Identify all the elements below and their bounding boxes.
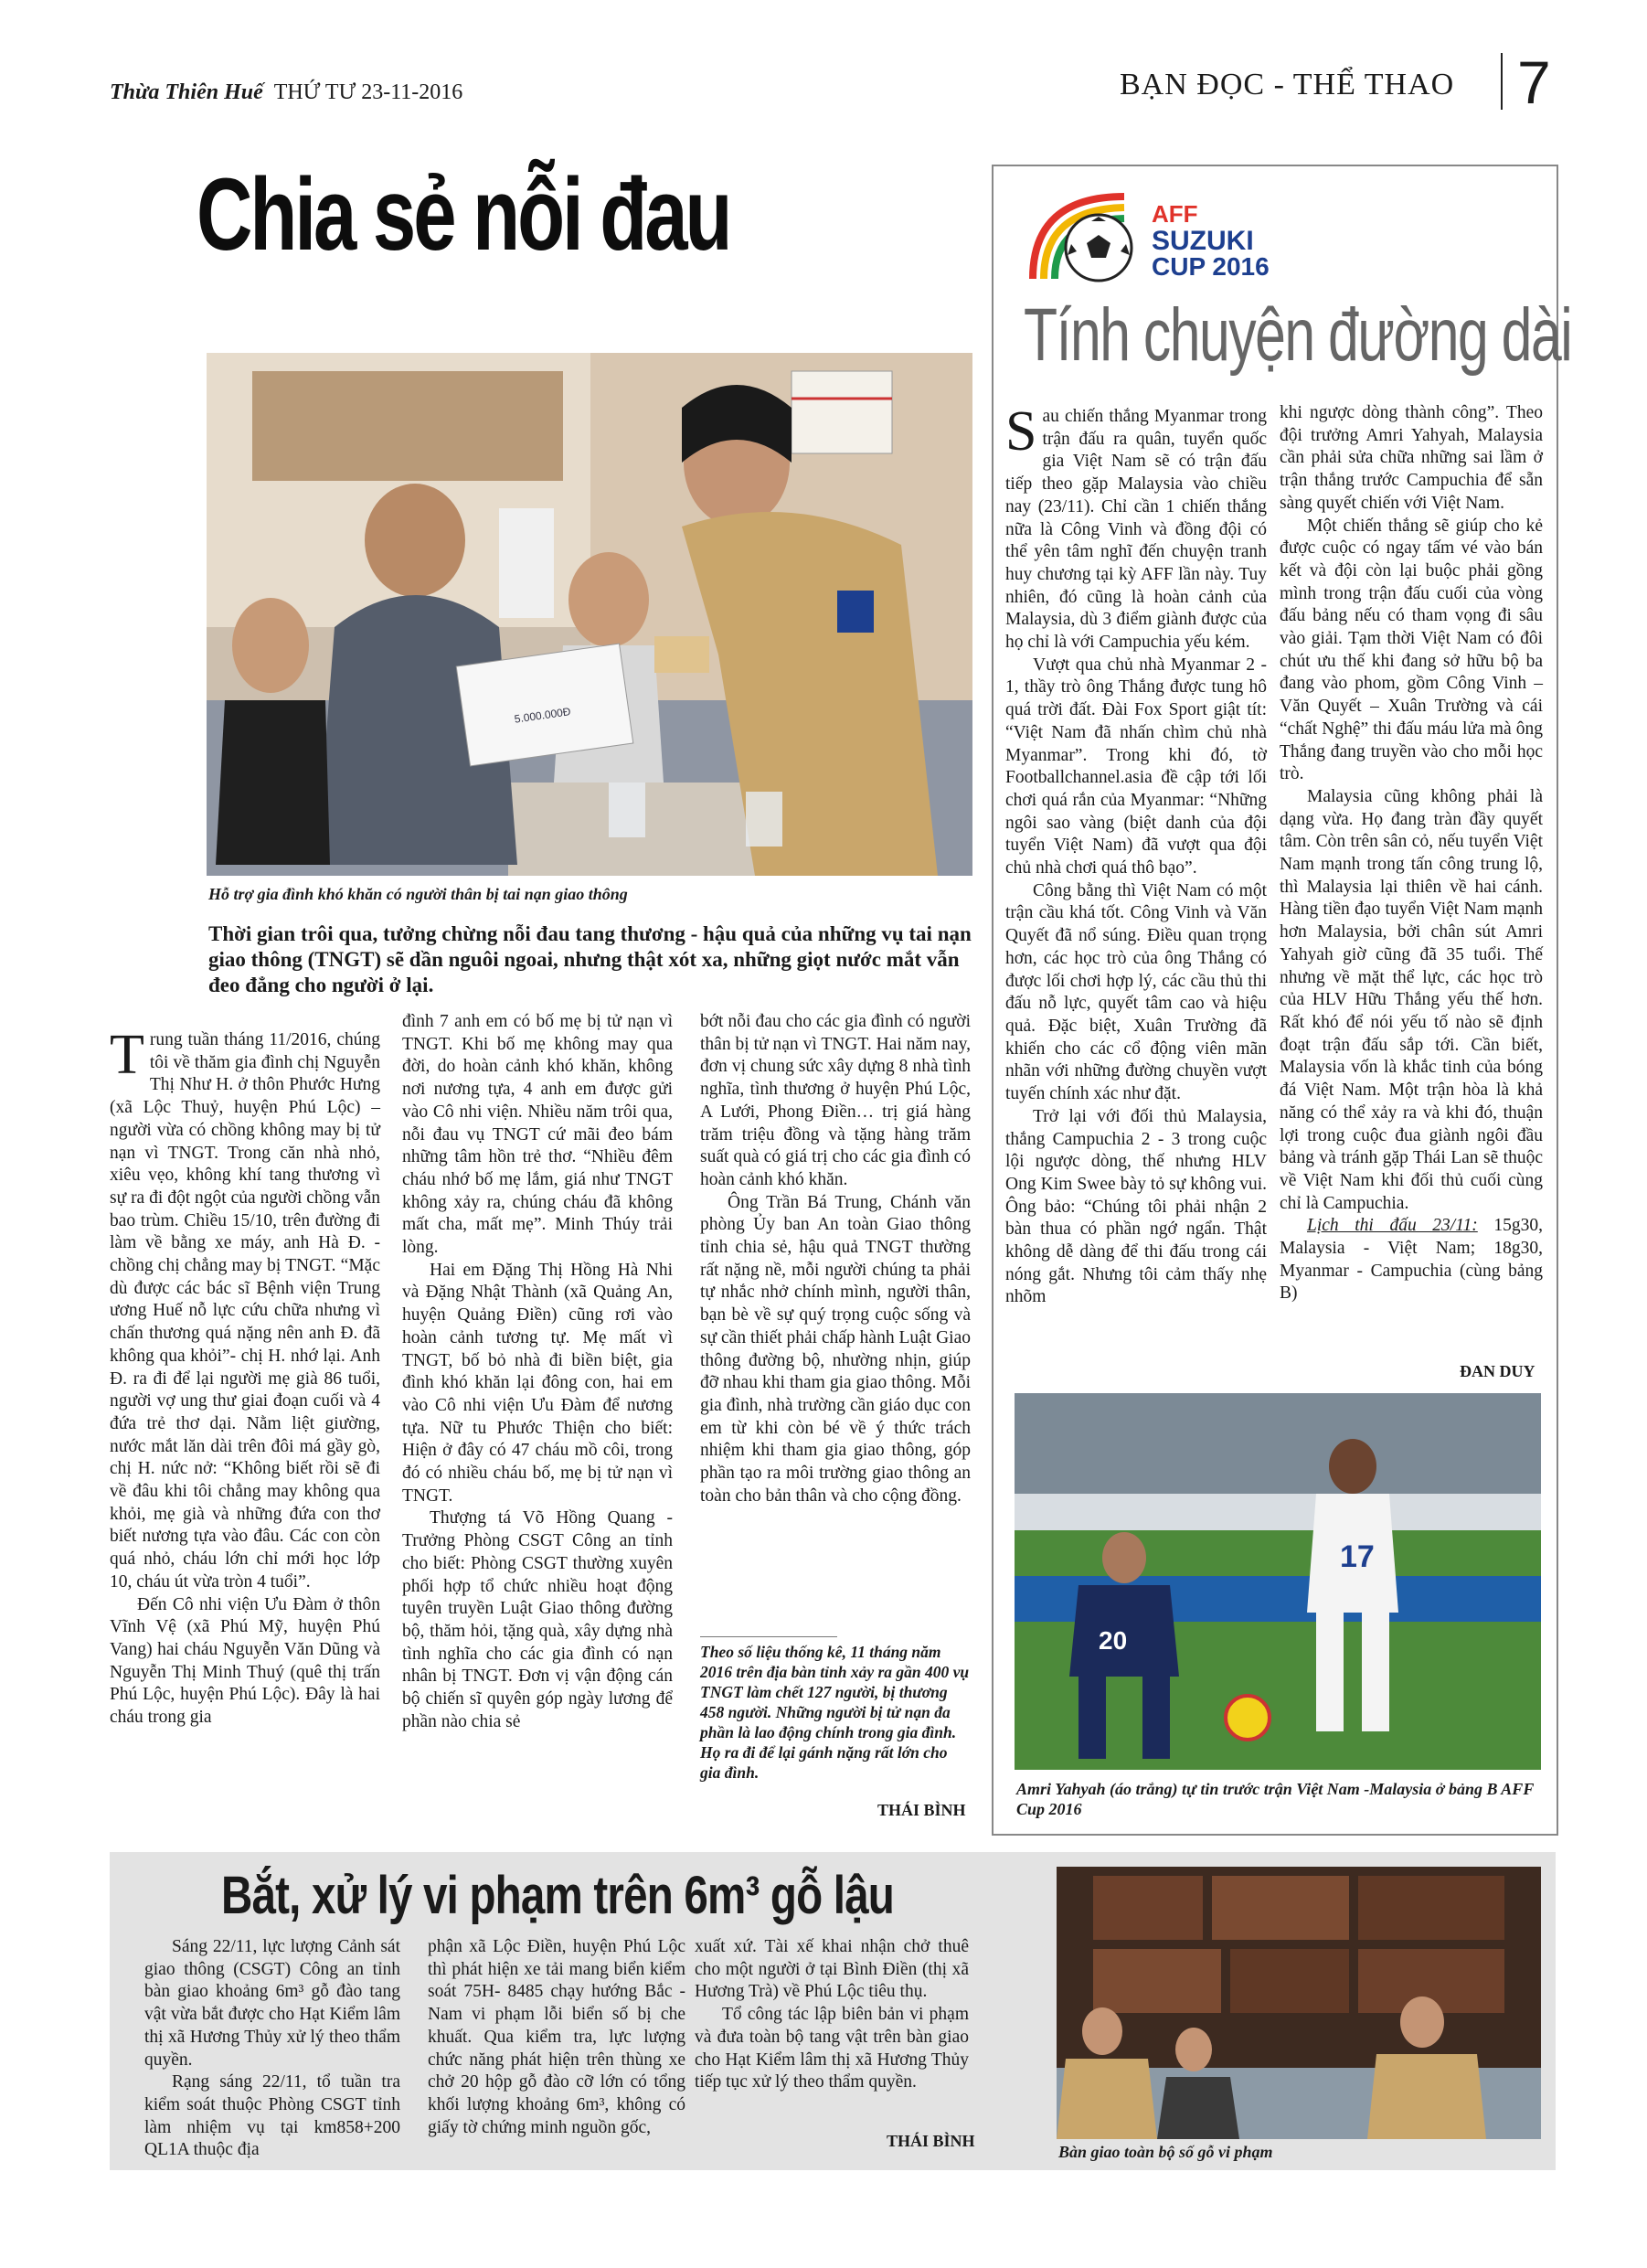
main-photo xyxy=(207,353,972,876)
main-headline: Chia sẻ nỗi đau xyxy=(197,157,730,272)
logo-aff: AFF xyxy=(1152,200,1198,228)
statistics-note: Theo số liệu thống kê, 11 tháng năm 2016 trên địa bàn tỉnh xảy ra gần 400 vụ TNGT làm chết 127 người, bị thương 458 người. Những người bị tử nạn đa phần là lao động chính trong gia đình. Họ ra đi để lại gánh nặng rất lớn cho gia đình. xyxy=(700,1643,970,1782)
page-number: 7 xyxy=(1517,48,1551,116)
sidebar-column-2 xyxy=(1280,402,1543,1305)
byline: THÁI BÌNH xyxy=(887,2132,975,2150)
main-column-2 xyxy=(402,1011,673,1734)
jersey-number: 17 xyxy=(1340,1539,1375,1574)
bottom-column-3 xyxy=(695,1936,969,2094)
football-photo xyxy=(1015,1393,1541,1770)
envelope-text: 5.000.000Đ xyxy=(513,705,572,726)
paragraph: bớt nỗi đau cho các gia đình có người thân bị tử nạn vì TNGT. Hai năm nay, đơn vị chung sức xây dựng 8 nhà tình nghĩa, tình thương ở huyện Phú Lộc, A Lưới, Phong Điền… trị giá hàng trăm triệu đồng và tặng hàng trăm suất quà có giá trị cho các gia đình có hoàn cảnh khó khăn. xyxy=(700,1012,971,1189)
paragraph: khi ngược dòng thành công”. Theo đội trưởng Amri Yahyah, Malaysia cần phải sửa chữa những sai lầm ở trận thắng trước Campuchia để sẵn sàng quyết chiến với Việt Nam. xyxy=(1280,403,1543,513)
sidebar-column-1 xyxy=(1005,400,1267,1309)
main-column-3 xyxy=(700,1011,971,1507)
section-name: BẠN ĐỌC - THỂ THAO xyxy=(1120,68,1455,101)
main-lead: Thời gian trôi qua, tưởng chừng nỗi đau tang thương - hậu quả của những vụ tai nạn giao thông (TNGT) sẽ dần nguôi ngoai, nhưng thật xót xa, những giọt nước mắt vẫn đeo đẳng cho người ở lại. xyxy=(208,922,972,996)
issue-date: THỨ TƯ 23-11-2016 xyxy=(273,80,463,104)
paragraph: Hai em Đặng Thị Hồng Hà Nhi và Đặng Nhật Thành (xã Quảng An, huyện Quảng Điền) cũng rơi vào hoàn cảnh tương tự. Mẹ mất vì TNGT, bố bỏ nhà đi biền biệt, gia đình khó khăn lại đông con, hai em vào Cô nhi viện Ưu Đàm để nương tựa. Nữ tu Phước Thiện cho biết: Hiện ở đây có 47 cháu mồ côi, trong đó có nhiều cháu bố, mẹ bị tử nạn vì TNGT. xyxy=(402,1260,673,1506)
paragraph: Một chiến thắng sẽ giúp cho kẻ được cuộc có ngay tấm vé vào bán kết và đội còn lại buộc phải gồng mình trong trận đấu cuối của vòng đấu bảng nếu có tham vọng đi sâu vào giải. Tạm thời Việt Nam có đôi chút ưu thế khi đang sở hữu bộ ba đang vào phom, gồm Công Vinh – Văn Quyết – Xuân Trường và cái “chất Nghệ” thi đấu máu lửa mà ông Thắng đang truyền vào cho mỗi học trò. xyxy=(1280,516,1543,784)
paragraph: Tổ công tác lập biên bản vi phạm và đưa toàn bộ tang vật trên bàn giao cho Hạt Kiểm lâm thị xã Hương Thủy tiếp tục xử lý theo thẩm quyền. xyxy=(695,2005,969,2092)
paragraph: Sáng 22/11, lực lượng Cảnh sát giao thông (CSGT) Công an tỉnh bàn giao khoảng 6m³ gỗ đào tang vật vừa bắt được cho Hạt Kiểm lâm thị xã Hương Thủy xử lý theo thẩm quyền. xyxy=(144,1937,400,2070)
football-photo-caption: Amri Yahyah (áo trắng) tự tin trước trận Việt Nam -Malaysia ở bảng B AFF Cup 2016 xyxy=(1016,1780,1534,1818)
timber-photo xyxy=(1057,1867,1541,2139)
bottom-column-1 xyxy=(144,1936,400,2162)
byline: THÁI BÌNH xyxy=(877,1801,966,1819)
paper-name: Thừa Thiên Huế xyxy=(110,80,263,104)
paragraph: Công bằng thì Việt Nam có một trận cầu khá tốt. Công Vinh và Văn Quyết đã nổ súng. Điều quan trọng hơn, các học trò của ông Thắng có được lối chơi hợp lý, các cầu thủ thi đấu nỗ lực, quyết tâm cao và hiệu quả. Đặc biệt, Xuân Trường đã khiến cho các cổ động viên mãn nhãn với những đường chuyền vượt tuyến chính xác như đặt. xyxy=(1005,880,1267,1104)
aff-suzuki-cup-logo xyxy=(1024,187,1298,288)
bottom-column-2 xyxy=(428,1936,685,2139)
soccer-ball-icon xyxy=(1066,215,1132,281)
stat-divider xyxy=(700,1636,837,1637)
main-column-1 xyxy=(110,1024,380,1730)
paragraph: Malaysia cũng không phải là dạng vừa. Họ đang tràn đầy quyết tâm. Còn trên sân cỏ, nếu tuyển Việt Nam mạnh trong tấn công trung lộ, thì Malaysia lại thiên về hai cánh. Hàng tiền đạo tuyển Việt Nam mạnh hơn Malaysia, bởi chân sút Amri Yahyah giờ cũng đã 35 tuổi. Thế nhưng về mặt thể lực, các học trò của HLV Hữu Thắng yếu thế hơn. Rất khó để nói yếu tố nào sẽ định đoạt trận đấu sắp tới. Cần biết, Malaysia vốn là khắc tinh của bóng đá Việt Nam. Một trận hòa là khả năng có thể xảy ra và khi đó, thuận lợi trong cuộc đua giành ngôi đầu bảng và tránh gặp Thái Lan sẽ thuộc về Việt Nam khi đối thủ cuối cùng chỉ là Campuchia. xyxy=(1280,786,1543,1213)
paragraph: xuất xứ. Tài xế khai nhận chở thuê cho một người ở tại Bình Điền (thị xã Hương Trà) về Phú Lộc tiêu thụ. xyxy=(695,1937,969,2002)
paragraph: phận xã Lộc Điền, huyện Phú Lộc thì phát hiện xe tải mang biển kiểm soát 75H- 8485 chạy hướng Bắc - Nam vi phạm lỗi biển số bị che khuất. Qua kiểm tra, lực lượng chức năng phát hiện trên thùng xe chở 20 hộp gỗ đào cỡ lớn có tổng khối lượng khoảng 6m³, không có giấy tờ chứng minh nguồn gốc, xyxy=(428,1937,685,2137)
paragraph: Ông Trần Bá Trung, Chánh văn phòng Ủy ban An toàn Giao thông tỉnh chia sẻ, hậu quả TNGT thường rất nặng nề, mỗi người chúng ta phải tự nhắc nhở chính mình, người thân, bạn bè về sự quý trọng cuộc sống và sự cần thiết phải chấp hành Luật Giao thông đường bộ, nhường nhịn, giúp đỡ nhau khi tham gia giao thông. Mỗi gia đình, nhà trường cần giáo dục con em từ khi còn bé về ý thức trách nhiệm khi tham gia giao thông, góp phần tạo ra môi trường giao thông an toàn cho bản thân và cho cộng đồng. xyxy=(700,1192,971,1506)
paragraph: Trung tuần tháng 11/2016, chúng tôi về thăm gia đình chị Nguyễn Thị Như H. ở thôn Phước Hưng (xã Lộc Thuỷ, huyện Phú Lộc) – người vừa có chồng không may bị tử nạn vì TNGT. Trong căn nhà nhỏ, xiêu vẹo, không khí tang thương vì sự ra đi đột ngột của người chồng vẫn bao trùm. Chiều 15/10, trên đường đi làm về bằng xe máy, anh Hà Đ. - chồng chị chẳng may bị TNGT. “Mặc dù được các bác sĩ Bệnh viện Trung ương Huế nỗ lực cứu chữa nhưng vì chấn thương quá nặng nên anh Đ. đã không qua khỏi”- chị H. nhớ lại. Anh Đ. ra đi để lại người mẹ già 86 tuổi, người vợ ung thư giai đoạn cuối và 4 đứa trẻ thơ dại. Nằm liệt giường, nước mắt lăn dài trên đôi má gầy gò, chị H. nức nở: “Không biết rồi sẽ đi về đâu khi tôi chẳng may không qua khỏi, mẹ già và những đứa con thơ biết nương tựa vào đâu. Các con còn quá nhỏ, cháu lớn chỉ mới học lớp 10, cháu út vừa tròn 4 tuổi”. xyxy=(110,1024,380,1592)
paragraph: Rạng sáng 22/11, tổ tuần tra kiểm soát thuộc Phòng CSGT tỉnh làm nhiệm vụ tại km858+200 QL1A thuộc địa xyxy=(144,2072,400,2160)
schedule-text: 15g30, Malaysia - Việt Nam; 18g30, Myanmar - Campuchia (cùng bảng B) xyxy=(1280,1216,1544,1304)
paragraph: Đến Cô nhi viện Ưu Đàm ở thôn Vĩnh Vệ (xã Phú Mỹ, huyện Phú Vang) hai cháu Nguyễn Văn Dũng và Nguyễn Thị Minh Thuý (quê thị trấn Phú Lộc, huyện Phú Lộc). Đây là hai cháu trong gia xyxy=(110,1594,380,1728)
schedule-label: Lịch thi đấu 23/11: xyxy=(1307,1216,1478,1236)
logo-suzuki: SUZUKI xyxy=(1152,226,1254,256)
paragraph: đình 7 anh em có bố mẹ bị tử nạn vì TNGT. Khi bố mẹ không may qua đời, do hoàn cảnh khó khăn, không nơi nương tựa, 4 anh em được gửi vào Cô nhi viện. Nhiều năm trôi qua, nỗi đau vụ TNGT cứ mãi đeo bám những tâm hồn trẻ thơ. “Nhiều đêm cháu nhớ bố mẹ lắm, giá như TNGT không xảy ra, chúng cháu đã không mất cha, mất mẹ”. Minh Thúy trải lòng. xyxy=(402,1012,673,1258)
logo-cup: CUP 2016 xyxy=(1152,252,1270,281)
paragraph: Vượt qua chủ nhà Myanmar 2 - 1, thầy trò ông Thắng được tung hô quá trời đất. Đài Fox Sport giật tít: “Việt Nam đã nhấn chìm chủ nhà Myanmar”. Trong khi đó, tờ Footballchannel.asia đề cập tới lối chơi quá rắn của Myanmar: “Những ngôi sao vàng (biệt danh của đội tuyển Việt Nam) đã vượt qua đội chủ nhà chơi quá thô bạo”. xyxy=(1005,655,1267,878)
sidebar-headline: Tính chuyện đường dài xyxy=(1024,293,1572,377)
main-photo-caption: Hỗ trợ gia đình khó khăn có người thân bị tai nạn giao thông xyxy=(208,885,628,903)
paragraph: Sau chiến thắng Myanmar trong trận đấu ra quân, tuyển quốc gia Việt Nam sẽ có trận đấu tiếp theo gặp Malaysia vào chiều nay (23/11). Chỉ cần 1 chiến thắng nữa là Công Vinh và đồng đội có thể yên tâm nghĩ đến chuyện tranh huy chương tại kỳ AFF lần này. Tuy nhiên, đó cũng là hoàn cảnh của Malaysia, dù 3 điểm giành được của họ chỉ là với Campuchia yếu kém. xyxy=(1005,400,1267,653)
drop-cap: T xyxy=(110,1024,144,1086)
drop-cap: S xyxy=(1005,400,1037,463)
paragraph: Thượng tá Võ Hồng Quang - Trưởng Phòng CSGT Công an tỉnh cho biết: Phòng CSGT thường xuyên phối hợp tổ chức nhiều hoạt động tuyên truyền Luật Giao thông đường bộ, thăm hỏi, tặng quà, xây dựng nhà tình nghĩa cho các gia đình có nạn nhân bị TNGT. Đơn vị vận động cán bộ chiến sĩ quyên góp ngày lương để phần nào chia sẻ xyxy=(402,1508,673,1731)
header-divider xyxy=(1501,53,1503,110)
paragraph: Trở lại với đối thủ Malaysia, thắng Campuchia 2 - 3 trong cuộc lội ngược dòng, thế nhưng HLV Ong Kim Swee bày tỏ sự không vui. Ông bảo: “Chúng tôi phải nhận 2 bàn thua có phần ngớ ngẩn. Thật không dễ dàng để thi đấu trong cái nóng gắt. Nhưng tôi cảm thấy nhẹ nhõm xyxy=(1005,1106,1267,1307)
masthead xyxy=(110,80,462,105)
byline: ĐAN DUY xyxy=(1460,1362,1535,1380)
bottom-headline: Bắt, xử lý vi phạm trên 6m³ gỗ lậu xyxy=(221,1866,894,1925)
jersey-number: 20 xyxy=(1099,1626,1128,1655)
schedule xyxy=(1280,1215,1543,1305)
ball-shape xyxy=(1226,1696,1270,1740)
timber-photo-caption: Bàn giao toàn bộ số gỗ vi phạm xyxy=(1058,2143,1273,2161)
